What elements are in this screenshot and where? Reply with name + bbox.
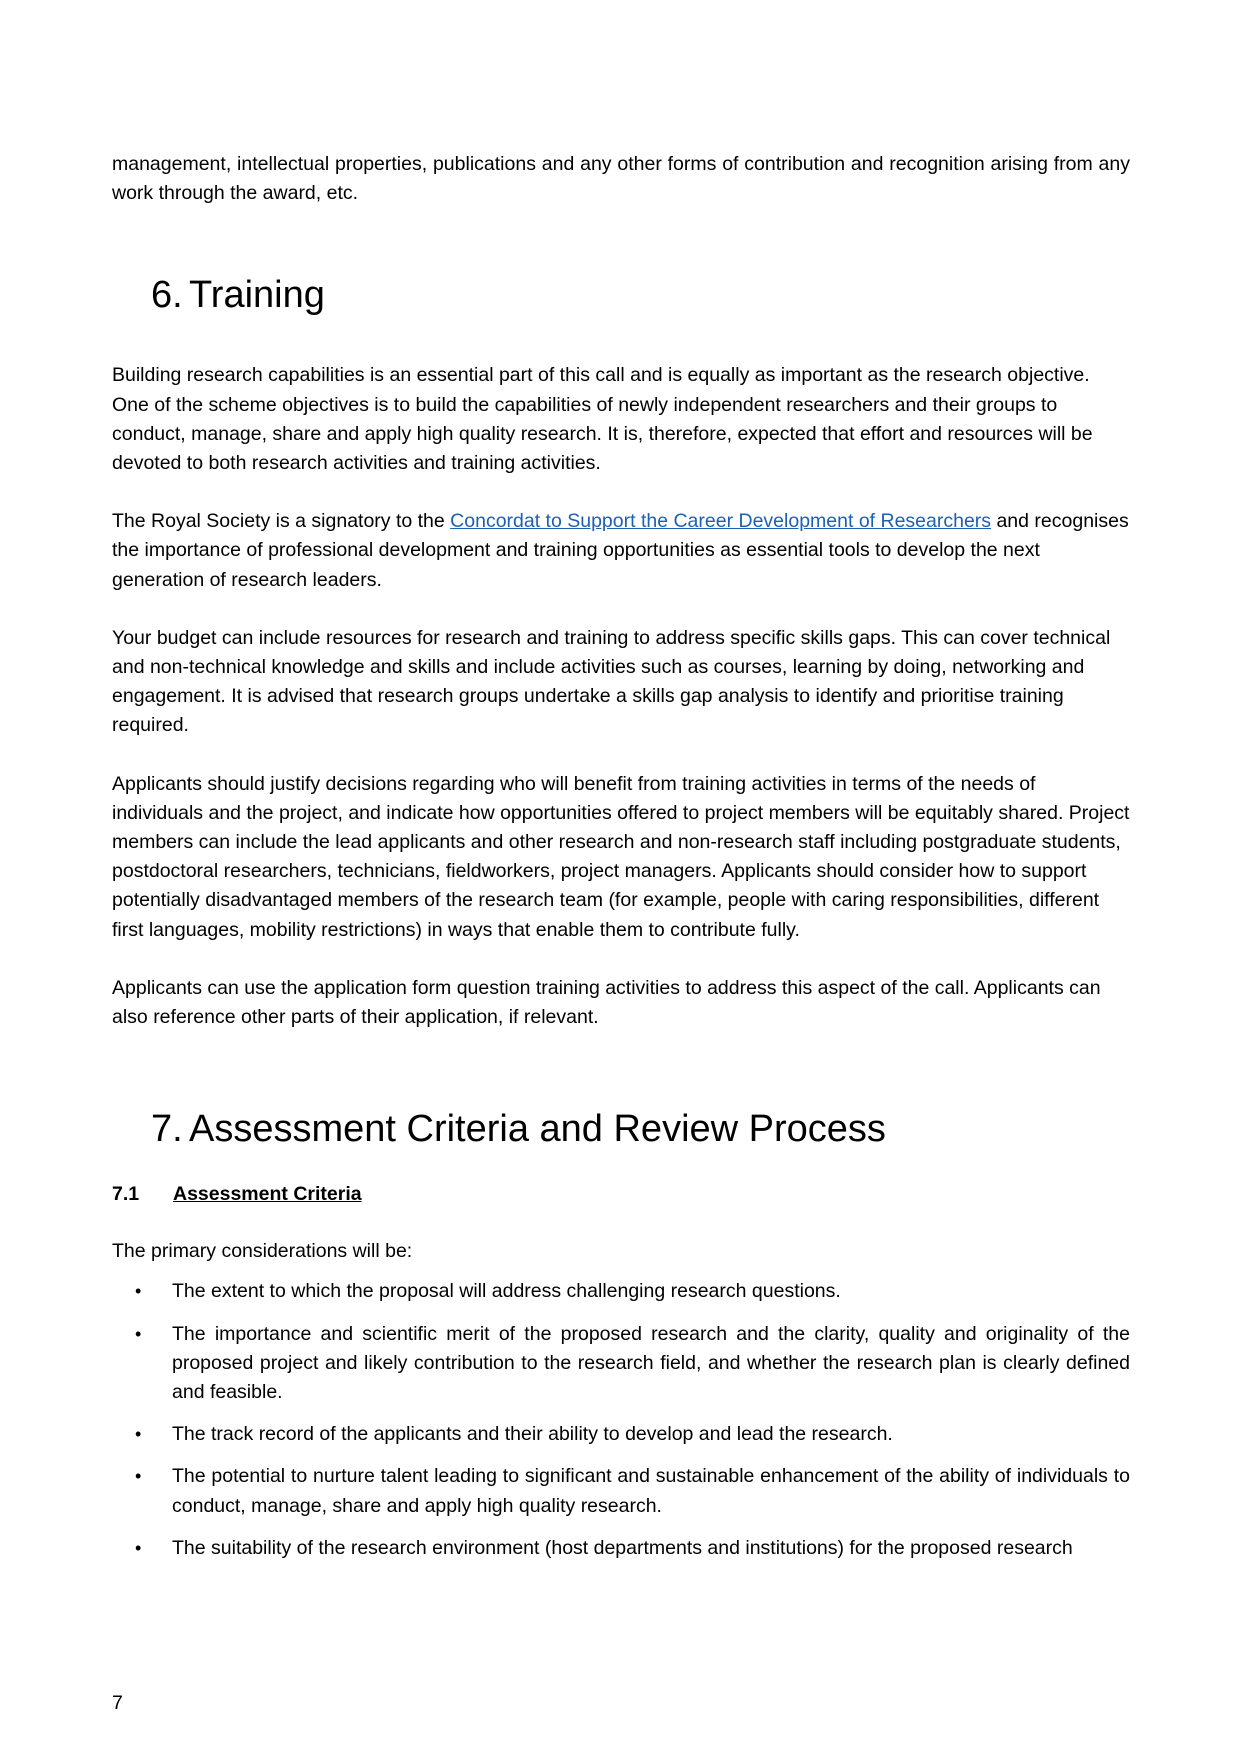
criteria-text: The extent to which the proposal will address challenging research questions. [172,1280,841,1303]
criteria-text: The track record of the applicants and their ability to develop and lead the research. [172,1423,893,1446]
training-paragraph-1: Building research capabilities is an essential part of this call and is equally as important as the research objective. One of the scheme objectives is to build the capabilities of newly independent researchers and their groups to conduct, manage, share and apply high quality research. It is, therefore, expected that effort and resources will be devoted to both research activities and training activities. [112,364,1093,475]
criteria-item [112,1320,1130,1408]
page-number: 7 [112,1692,123,1714]
section-6-title: Training [189,274,325,317]
section-6-number: 6. [151,274,183,317]
criteria-list [112,1277,1130,1563]
criteria-item [112,1462,1130,1520]
concordat-paragraph [112,507,1130,595]
subsection-7-1-number: 7.1 [112,1183,140,1206]
section-7-heading-wrap [112,1106,1130,1152]
criteria-text: The importance and scientific merit of the proposed research and the clarity, quality and originality of the proposed project and likely contribution to the research field, and whether the research plan is clearly defined and feasible. [172,1322,1130,1404]
concordat-link[interactable]: Concordat to Support the Career Development of Researchers [450,510,992,533]
section-7-heading [112,1106,1130,1152]
criteria-text: The potential to nurture talent leading to significant and sustainable enhancement of the ability of individuals to conduct, manage, share and apply high quality research. [172,1465,1130,1517]
bullet-icon: • [135,1466,142,1487]
bullet-icon: • [135,1323,142,1344]
bullet-icon: • [135,1424,142,1445]
bullet-icon: • [135,1281,142,1302]
subsection-7-1-heading [112,1180,1130,1209]
criteria-item [112,1420,1130,1449]
criteria-text: The suitability of the research environment (host departments and institutions) for the proposed research [172,1536,1073,1559]
criteria-item [112,1534,1130,1563]
intro-paragraph: management, intellectual properties, publications and any other forms of contribution and recognition arising from any work through the award, etc. [112,153,1130,205]
training-paragraph-2: Your budget can include resources for research and training to address specific skills gaps. This can cover technical and non-technical knowledge and skills and include activities such as courses, learning by doing, networking and engagement. It is advised that research groups undertake a skills gap analysis to identify and prioritise training required. [112,626,1111,737]
section-7-number: 7. [151,1108,183,1151]
concordat-text-before: The Royal Society is a signatory to the [112,510,451,533]
section-7-title: Assessment Criteria and Review Process [189,1108,886,1151]
document-page [112,150,1130,1576]
bullet-icon: • [135,1537,142,1558]
section-6-heading-wrap [112,272,1130,318]
section-6-heading [112,272,1130,318]
concordat-text-after: and recognises the importance of professional development and training opportunities as essential tools to develop the next generation of research leaders. [112,510,1129,591]
subsection-7-1-title: Assessment Criteria [173,1183,362,1206]
training-paragraph-4: Applicants can use the application form question training activities to address this aspect of the call. Applicants can also reference other parts of their application, if relevant. [112,976,1101,1029]
training-paragraph-3: Applicants should justify decisions regarding who will benefit from training activities in terms of the needs of individuals and the project, and indicate how opportunities offered to project members will be equitably shared. Project members can include the lead applicants and other research and non-research staff including postgraduate students, postdoctoral researchers, technicians, fieldworkers, project managers. Applicants should consider how to support potentially disadvantaged members of the research team (for example, people with caring responsibilities, different first languages, mobility restrictions) in ways that enable them to contribute fully. [112,772,1130,941]
criteria-lead-in: The primary considerations will be: [112,1240,413,1263]
criteria-item [112,1277,1130,1306]
